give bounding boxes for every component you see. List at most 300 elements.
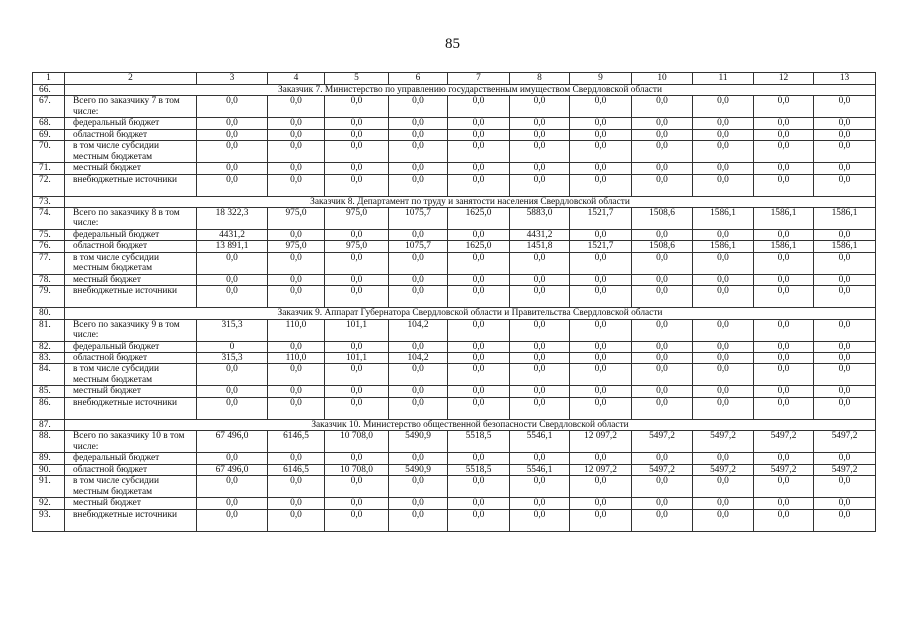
table-row (33, 174, 876, 196)
value-cell: 0 (197, 341, 268, 352)
value-cell: 0,0 (570, 286, 632, 308)
value-cell: 0,0 (448, 129, 510, 140)
value-cell: 0,0 (570, 397, 632, 419)
value-cell: 1508,6 (632, 241, 693, 252)
value-cell: 0,0 (197, 364, 268, 386)
value-cell: 1075,7 (389, 241, 448, 252)
value-cell: 0,0 (268, 96, 325, 118)
table-row (33, 129, 876, 140)
value-cell: 104,2 (389, 319, 448, 341)
value-cell: 0,0 (268, 498, 325, 509)
value-cell: 0,0 (570, 341, 632, 352)
value-cell: 0,0 (325, 453, 389, 464)
value-cell: 0,0 (510, 386, 570, 397)
column-header: 12 (754, 73, 814, 85)
row-number: 80. (33, 308, 65, 319)
row-number: 90. (33, 464, 65, 475)
value-cell: 0,0 (814, 476, 876, 498)
value-cell: 0,0 (814, 230, 876, 241)
value-cell: 0,0 (197, 386, 268, 397)
value-cell: 0,0 (268, 274, 325, 285)
value-cell: 1075,7 (389, 208, 448, 230)
column-header: 7 (448, 73, 510, 85)
value-cell: 0,0 (197, 163, 268, 174)
value-cell: 0,0 (268, 252, 325, 274)
row-label: в том числе субсидии местным бюджетам (65, 141, 197, 163)
value-cell: 0,0 (510, 364, 570, 386)
value-cell: 5497,2 (693, 431, 754, 453)
value-cell: 0,0 (632, 174, 693, 196)
section-row (33, 419, 876, 430)
value-cell: 0,0 (693, 509, 754, 531)
value-cell: 0,0 (268, 141, 325, 163)
value-cell: 0,0 (510, 129, 570, 140)
value-cell: 0,0 (389, 96, 448, 118)
value-cell: 0,0 (570, 353, 632, 364)
row-label: в том числе субсидии местным бюджетам (65, 252, 197, 274)
value-cell: 0,0 (570, 476, 632, 498)
row-label: федеральный бюджет (65, 118, 197, 129)
table-row (33, 118, 876, 129)
value-cell: 0,0 (197, 274, 268, 285)
value-cell: 0,0 (814, 341, 876, 352)
value-cell: 0,0 (510, 453, 570, 464)
value-cell: 0,0 (814, 163, 876, 174)
value-cell: 0,0 (632, 397, 693, 419)
row-number: 75. (33, 230, 65, 241)
value-cell: 5497,2 (814, 431, 876, 453)
table-row (33, 341, 876, 352)
table-row (33, 353, 876, 364)
value-cell: 0,0 (389, 397, 448, 419)
value-cell: 5546,1 (510, 464, 570, 475)
row-number: 81. (33, 319, 65, 341)
value-cell: 0,0 (693, 230, 754, 241)
section-row (33, 196, 876, 207)
value-cell: 0,0 (325, 476, 389, 498)
value-cell: 0,0 (814, 252, 876, 274)
value-cell: 0,0 (814, 174, 876, 196)
value-cell: 0,0 (268, 129, 325, 140)
value-cell: 0,0 (814, 118, 876, 129)
value-cell: 0,0 (570, 498, 632, 509)
row-number: 70. (33, 141, 65, 163)
row-number: 74. (33, 208, 65, 230)
row-number: 92. (33, 498, 65, 509)
value-cell: 0,0 (570, 141, 632, 163)
value-cell: 0,0 (693, 286, 754, 308)
table-row (33, 397, 876, 419)
value-cell: 0,0 (325, 96, 389, 118)
value-cell: 0,0 (448, 274, 510, 285)
table-row (33, 364, 876, 386)
row-number: 85. (33, 386, 65, 397)
value-cell: 315,3 (197, 319, 268, 341)
value-cell: 0,0 (632, 286, 693, 308)
value-cell: 0,0 (448, 230, 510, 241)
table-row (33, 274, 876, 285)
value-cell: 0,0 (448, 96, 510, 118)
row-number: 67. (33, 96, 65, 118)
value-cell: 0,0 (754, 129, 814, 140)
value-cell: 0,0 (389, 230, 448, 241)
row-label: местный бюджет (65, 498, 197, 509)
row-number: 71. (33, 163, 65, 174)
value-cell: 5497,2 (693, 464, 754, 475)
value-cell: 0,0 (448, 353, 510, 364)
value-cell: 5490,9 (389, 431, 448, 453)
value-cell: 0,0 (814, 141, 876, 163)
value-cell: 0,0 (754, 509, 814, 531)
value-cell: 0,0 (510, 174, 570, 196)
value-cell: 0,0 (510, 476, 570, 498)
value-cell: 0,0 (693, 141, 754, 163)
value-cell: 1521,7 (570, 208, 632, 230)
table-row (33, 431, 876, 453)
value-cell: 1586,1 (693, 241, 754, 252)
value-cell: 0,0 (632, 163, 693, 174)
value-cell: 0,0 (510, 286, 570, 308)
value-cell: 0,0 (325, 364, 389, 386)
row-label: местный бюджет (65, 274, 197, 285)
value-cell: 0,0 (570, 129, 632, 140)
value-cell: 0,0 (632, 453, 693, 464)
value-cell: 0,0 (754, 274, 814, 285)
value-cell: 5518,5 (448, 431, 510, 453)
value-cell: 0,0 (693, 397, 754, 419)
value-cell: 0,0 (754, 397, 814, 419)
value-cell: 0,0 (570, 96, 632, 118)
column-header: 13 (814, 73, 876, 85)
value-cell: 0,0 (693, 163, 754, 174)
value-cell: 5497,2 (754, 431, 814, 453)
value-cell: 0,0 (632, 319, 693, 341)
table-row (33, 286, 876, 308)
value-cell: 0,0 (754, 230, 814, 241)
value-cell: 0,0 (389, 118, 448, 129)
row-number: 82. (33, 341, 65, 352)
value-cell: 5497,2 (632, 464, 693, 475)
value-cell: 0,0 (448, 163, 510, 174)
value-cell: 0,0 (448, 174, 510, 196)
value-cell: 0,0 (693, 353, 754, 364)
value-cell: 0,0 (754, 252, 814, 274)
value-cell: 0,0 (448, 509, 510, 531)
value-cell: 10 708,0 (325, 431, 389, 453)
value-cell: 0,0 (325, 163, 389, 174)
value-cell: 0,0 (754, 476, 814, 498)
value-cell: 0,0 (197, 453, 268, 464)
value-cell: 5497,2 (814, 464, 876, 475)
value-cell: 0,0 (325, 386, 389, 397)
value-cell: 0,0 (693, 341, 754, 352)
table-row (33, 453, 876, 464)
row-label: Всего по заказчику 10 в том числе: (65, 431, 197, 453)
value-cell: 0,0 (268, 174, 325, 196)
value-cell: 0,0 (197, 286, 268, 308)
value-cell: 12 097,2 (570, 464, 632, 475)
value-cell: 975,0 (325, 208, 389, 230)
value-cell: 0,0 (389, 286, 448, 308)
row-number: 69. (33, 129, 65, 140)
value-cell: 4431,2 (197, 230, 268, 241)
value-cell: 0,0 (268, 341, 325, 352)
value-cell: 0,0 (693, 476, 754, 498)
value-cell: 0,0 (754, 453, 814, 464)
value-cell: 0,0 (510, 353, 570, 364)
value-cell: 975,0 (268, 208, 325, 230)
column-header: 10 (632, 73, 693, 85)
row-number: 93. (33, 509, 65, 531)
value-cell: 0,0 (814, 386, 876, 397)
value-cell: 0,0 (325, 118, 389, 129)
value-cell: 0,0 (632, 96, 693, 118)
table-row (33, 141, 876, 163)
value-cell: 0,0 (197, 252, 268, 274)
table-row (33, 386, 876, 397)
row-number: 87. (33, 419, 65, 430)
value-cell: 0,0 (814, 397, 876, 419)
column-header: 1 (33, 73, 65, 85)
row-number: 78. (33, 274, 65, 285)
value-cell: 0,0 (693, 319, 754, 341)
value-cell: 0,0 (325, 274, 389, 285)
row-label: внебюджетные источники (65, 509, 197, 531)
table-row (33, 208, 876, 230)
table-row (33, 498, 876, 509)
column-header: 9 (570, 73, 632, 85)
value-cell: 0,0 (754, 386, 814, 397)
value-cell: 0,0 (325, 252, 389, 274)
value-cell: 0,0 (325, 509, 389, 531)
value-cell: 0,0 (268, 163, 325, 174)
value-cell: 975,0 (325, 241, 389, 252)
value-cell: 0,0 (389, 509, 448, 531)
value-cell: 0,0 (325, 341, 389, 352)
row-label: областной бюджет (65, 464, 197, 475)
value-cell: 0,0 (448, 286, 510, 308)
value-cell: 0,0 (693, 129, 754, 140)
row-label: местный бюджет (65, 163, 197, 174)
value-cell: 0,0 (268, 476, 325, 498)
value-cell: 0,0 (814, 509, 876, 531)
value-cell: 0,0 (448, 453, 510, 464)
value-cell: 0,0 (632, 498, 693, 509)
value-cell: 0,0 (570, 364, 632, 386)
value-cell: 5490,9 (389, 464, 448, 475)
value-cell: 0,0 (268, 364, 325, 386)
value-cell: 0,0 (754, 498, 814, 509)
value-cell: 1586,1 (754, 241, 814, 252)
row-label: в том числе субсидии местным бюджетам (65, 476, 197, 498)
value-cell: 0,0 (268, 386, 325, 397)
value-cell: 0,0 (632, 230, 693, 241)
value-cell: 67 496,0 (197, 464, 268, 475)
value-cell: 0,0 (268, 509, 325, 531)
value-cell: 0,0 (814, 96, 876, 118)
value-cell: 0,0 (510, 96, 570, 118)
value-cell: 0,0 (389, 341, 448, 352)
value-cell: 13 891,1 (197, 241, 268, 252)
value-cell: 1508,6 (632, 208, 693, 230)
value-cell: 0,0 (448, 252, 510, 274)
row-number: 76. (33, 241, 65, 252)
row-label: Всего по заказчику 8 в том числе: (65, 208, 197, 230)
value-cell: 0,0 (570, 174, 632, 196)
value-cell: 0,0 (693, 386, 754, 397)
value-cell: 0,0 (570, 453, 632, 464)
value-cell: 0,0 (389, 163, 448, 174)
value-cell: 0,0 (510, 498, 570, 509)
value-cell: 0,0 (570, 118, 632, 129)
value-cell: 1521,7 (570, 241, 632, 252)
value-cell: 12 097,2 (570, 431, 632, 453)
value-cell: 0,0 (389, 252, 448, 274)
value-cell: 0,0 (814, 498, 876, 509)
value-cell: 0,0 (510, 252, 570, 274)
value-cell: 0,0 (448, 386, 510, 397)
value-cell: 0,0 (632, 509, 693, 531)
value-cell: 0,0 (389, 453, 448, 464)
row-label: федеральный бюджет (65, 341, 197, 352)
table-row (33, 476, 876, 498)
value-cell: 5497,2 (632, 431, 693, 453)
row-number: 88. (33, 431, 65, 453)
value-cell: 975,0 (268, 241, 325, 252)
column-header-row (33, 73, 876, 85)
value-cell: 0,0 (197, 476, 268, 498)
column-header: 4 (268, 73, 325, 85)
value-cell: 0,0 (693, 274, 754, 285)
value-cell: 0,0 (510, 274, 570, 285)
value-cell: 0,0 (754, 353, 814, 364)
value-cell: 5546,1 (510, 431, 570, 453)
value-cell: 5883,0 (510, 208, 570, 230)
row-label: областной бюджет (65, 129, 197, 140)
table-row (33, 230, 876, 241)
value-cell: 5497,2 (754, 464, 814, 475)
value-cell: 0,0 (632, 353, 693, 364)
value-cell: 0,0 (389, 174, 448, 196)
value-cell: 0,0 (197, 96, 268, 118)
value-cell: 0,0 (570, 230, 632, 241)
row-number: 73. (33, 196, 65, 207)
value-cell: 315,3 (197, 353, 268, 364)
value-cell: 0,0 (325, 498, 389, 509)
value-cell: 0,0 (268, 453, 325, 464)
value-cell: 0,0 (389, 141, 448, 163)
row-label: областной бюджет (65, 241, 197, 252)
value-cell: 0,0 (754, 163, 814, 174)
table-row (33, 464, 876, 475)
value-cell: 67 496,0 (197, 431, 268, 453)
value-cell: 0,0 (325, 174, 389, 196)
column-header: 6 (389, 73, 448, 85)
value-cell: 0,0 (197, 141, 268, 163)
value-cell: 0,0 (389, 498, 448, 509)
table-row (33, 96, 876, 118)
value-cell: 0,0 (814, 364, 876, 386)
value-cell: 0,0 (448, 319, 510, 341)
value-cell: 0,0 (197, 397, 268, 419)
value-cell: 0,0 (570, 509, 632, 531)
row-number: 86. (33, 397, 65, 419)
value-cell: 0,0 (448, 498, 510, 509)
value-cell: 0,0 (197, 509, 268, 531)
row-number: 68. (33, 118, 65, 129)
value-cell: 0,0 (632, 118, 693, 129)
value-cell: 0,0 (448, 341, 510, 352)
value-cell: 0,0 (510, 341, 570, 352)
table-row (33, 252, 876, 274)
value-cell: 0,0 (268, 230, 325, 241)
section-title: Заказчик 8. Департамент по труду и занятости населения Свердловской области (65, 196, 876, 207)
value-cell: 0,0 (693, 364, 754, 386)
row-label: федеральный бюджет (65, 230, 197, 241)
value-cell: 0,0 (510, 163, 570, 174)
row-number: 77. (33, 252, 65, 274)
value-cell: 0,0 (814, 453, 876, 464)
row-number: 83. (33, 353, 65, 364)
value-cell: 6146,5 (268, 464, 325, 475)
table-row (33, 241, 876, 252)
page-number: 85 (445, 36, 460, 52)
row-number: 79. (33, 286, 65, 308)
value-cell: 0,0 (510, 141, 570, 163)
value-cell: 0,0 (754, 341, 814, 352)
value-cell: 0,0 (632, 129, 693, 140)
row-label: Всего по заказчику 7 в том числе: (65, 96, 197, 118)
value-cell: 0,0 (693, 498, 754, 509)
value-cell: 0,0 (570, 252, 632, 274)
value-cell: 104,2 (389, 353, 448, 364)
value-cell: 1625,0 (448, 208, 510, 230)
value-cell: 1586,1 (814, 208, 876, 230)
value-cell: 1625,0 (448, 241, 510, 252)
value-cell: 110,0 (268, 353, 325, 364)
value-cell: 0,0 (389, 364, 448, 386)
value-cell: 0,0 (325, 286, 389, 308)
value-cell: 0,0 (570, 163, 632, 174)
value-cell: 0,0 (268, 397, 325, 419)
value-cell: 1586,1 (754, 208, 814, 230)
value-cell: 0,0 (632, 252, 693, 274)
row-number: 66. (33, 85, 65, 96)
value-cell: 0,0 (389, 476, 448, 498)
value-cell: 1451,8 (510, 241, 570, 252)
row-label: внебюджетные источники (65, 174, 197, 196)
value-cell: 0,0 (754, 319, 814, 341)
value-cell: 0,0 (325, 141, 389, 163)
value-cell: 0,0 (632, 364, 693, 386)
row-label: местный бюджет (65, 386, 197, 397)
table-row (33, 509, 876, 531)
value-cell: 0,0 (197, 498, 268, 509)
value-cell: 0,0 (448, 397, 510, 419)
value-cell: 0,0 (754, 141, 814, 163)
section-row (33, 308, 876, 319)
value-cell: 0,0 (814, 129, 876, 140)
value-cell: 0,0 (510, 397, 570, 419)
value-cell: 0,0 (693, 252, 754, 274)
value-cell: 0,0 (632, 274, 693, 285)
value-cell: 0,0 (814, 353, 876, 364)
row-label: внебюджетные источники (65, 286, 197, 308)
value-cell: 0,0 (570, 386, 632, 397)
budget-table (32, 72, 876, 532)
row-number: 72. (33, 174, 65, 196)
value-cell: 1586,1 (693, 208, 754, 230)
